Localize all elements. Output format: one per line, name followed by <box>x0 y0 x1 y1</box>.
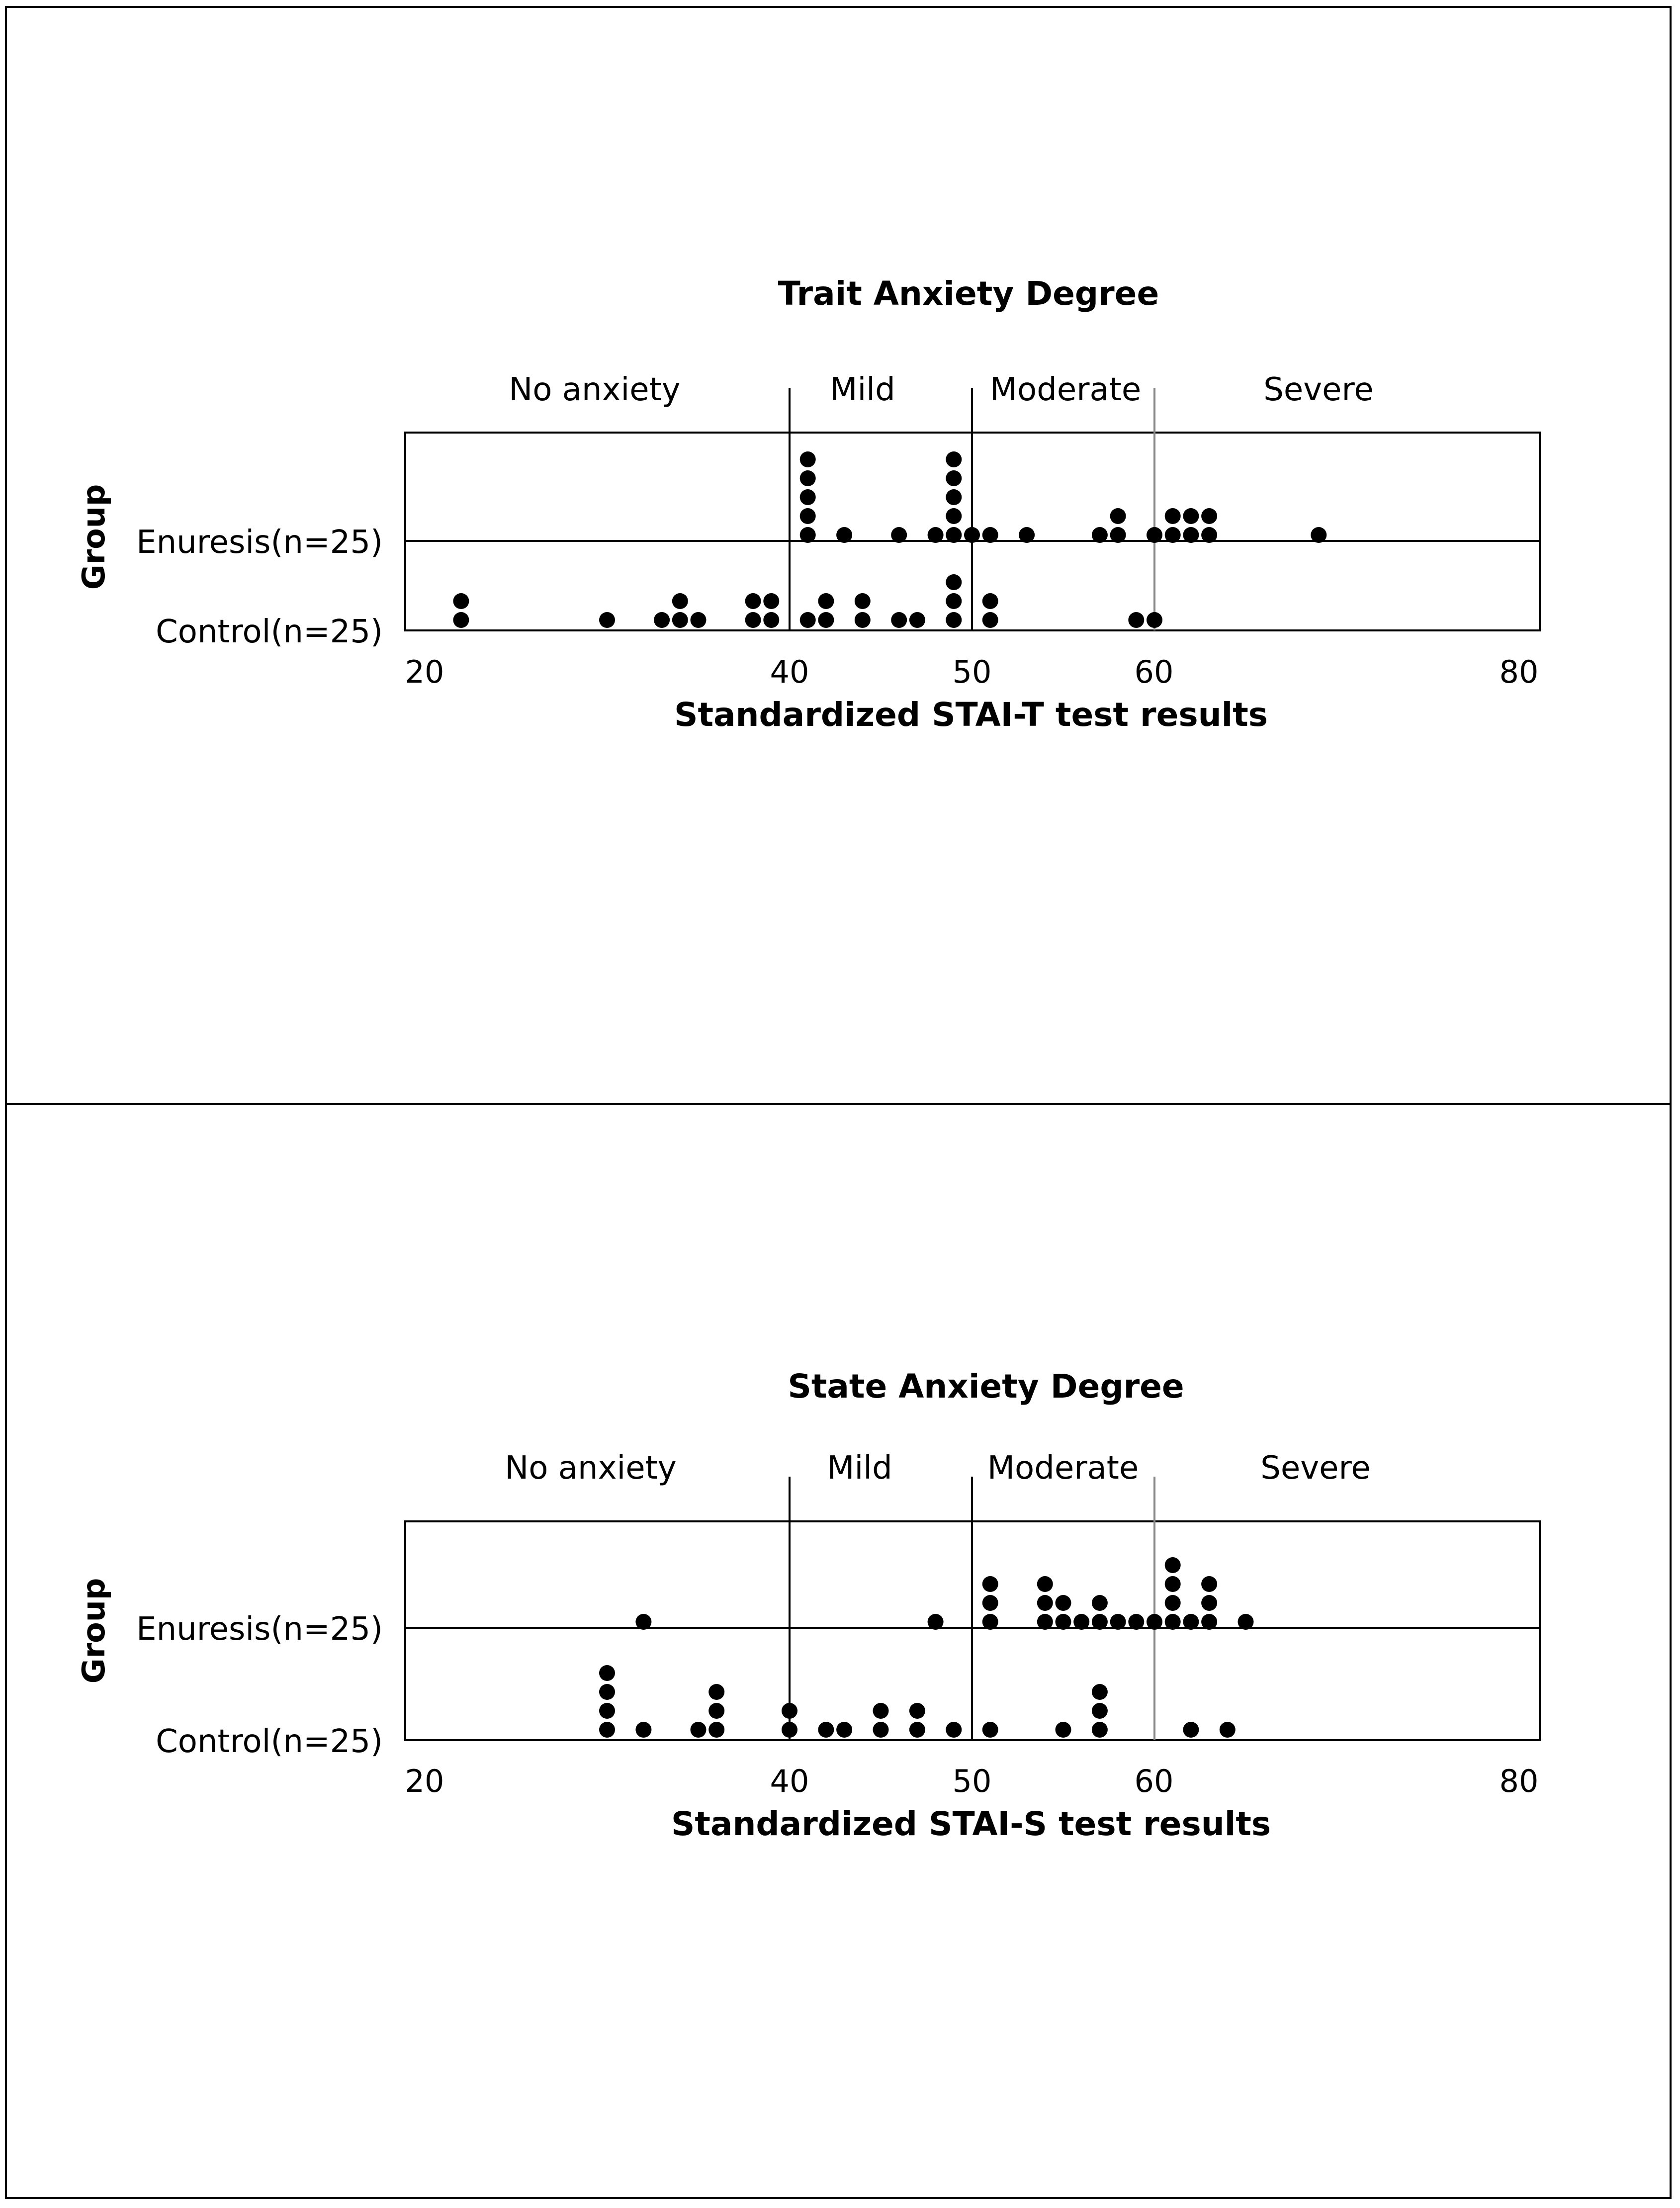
enuresis-data-point <box>982 1576 998 1592</box>
region-label-moderate: Moderate <box>987 1450 1139 1487</box>
control-data-point <box>599 612 615 628</box>
control-data-point <box>453 612 469 628</box>
enuresis-data-point <box>1201 1576 1217 1592</box>
control-data-point <box>818 593 834 609</box>
enuresis-data-point <box>1183 508 1199 524</box>
control-data-point <box>708 1722 724 1738</box>
x-tick-label: 80 <box>1499 654 1539 690</box>
x-tick-label: 50 <box>952 1763 992 1799</box>
enuresis-data-point <box>1183 1614 1199 1630</box>
control-data-point <box>635 1722 651 1738</box>
enuresis-data-point <box>1238 1614 1254 1630</box>
enuresis-data-point <box>982 527 998 543</box>
control-data-point <box>763 593 779 609</box>
enuresis-data-point <box>1201 527 1217 543</box>
enuresis-data-point <box>946 470 962 486</box>
enuresis-data-point <box>1165 1614 1181 1630</box>
control-data-point <box>873 1703 889 1719</box>
enuresis-data-point <box>1092 527 1108 543</box>
region-label-no-anxiety: No anxiety <box>505 1450 677 1487</box>
chart-title: State Anxiety Degree <box>788 1367 1184 1406</box>
control-data-point <box>946 1722 962 1738</box>
enuresis-data-point <box>800 527 816 543</box>
control-data-point <box>1092 1703 1108 1719</box>
control-data-point <box>654 612 670 628</box>
control-data-point <box>873 1722 889 1738</box>
x-tick-label: 60 <box>1134 654 1174 690</box>
x-axis-label: Standardized STAI-S test results <box>671 1805 1271 1843</box>
x-tick-label: 50 <box>952 654 992 690</box>
plot-area <box>405 1477 1540 1740</box>
enuresis-data-point <box>1201 1614 1217 1630</box>
control-data-point <box>836 1722 852 1738</box>
control-data-point <box>1183 1722 1199 1738</box>
control-data-point <box>745 593 761 609</box>
control-data-point <box>708 1703 724 1719</box>
enuresis-data-point <box>1092 1614 1108 1630</box>
enuresis-data-point <box>800 470 816 486</box>
enuresis-data-point <box>1037 1576 1053 1592</box>
enuresis-data-point <box>946 451 962 467</box>
control-data-point <box>745 612 761 628</box>
x-tick-label: 60 <box>1134 1763 1174 1799</box>
category-label-control: Control(n=25) <box>156 1723 383 1760</box>
x-tick-label: 80 <box>1499 1763 1539 1799</box>
enuresis-data-point <box>982 1595 998 1611</box>
enuresis-data-point <box>1110 527 1126 543</box>
region-label-mild: Mild <box>827 1450 892 1487</box>
enuresis-data-point <box>946 489 962 505</box>
enuresis-data-point <box>1201 508 1217 524</box>
enuresis-data-point <box>1128 1614 1144 1630</box>
enuresis-data-point <box>891 527 907 543</box>
enuresis-data-point <box>1165 1576 1181 1592</box>
enuresis-data-point <box>928 527 944 543</box>
state-anxiety-chart <box>0 1094 1680 2188</box>
enuresis-data-point <box>946 508 962 524</box>
control-data-point <box>1220 1722 1236 1738</box>
control-data-point <box>800 612 816 628</box>
control-data-point <box>599 1684 615 1700</box>
control-data-point <box>599 1703 615 1719</box>
enuresis-data-point <box>1110 508 1126 524</box>
enuresis-data-point <box>800 451 816 467</box>
region-label-no-anxiety: No anxiety <box>509 371 681 408</box>
enuresis-data-point <box>1201 1595 1217 1611</box>
enuresis-data-point <box>1037 1595 1053 1611</box>
enuresis-data-point <box>1147 1614 1162 1630</box>
category-label-control: Control(n=25) <box>156 614 383 650</box>
control-data-point <box>891 612 907 628</box>
enuresis-data-point <box>800 508 816 524</box>
control-data-point <box>1128 612 1144 628</box>
y-axis-label: Group <box>76 484 112 590</box>
plot-area <box>405 388 1540 630</box>
region-label-severe: Severe <box>1263 371 1374 408</box>
control-data-point <box>691 612 707 628</box>
control-data-point <box>818 612 834 628</box>
enuresis-data-point <box>1037 1614 1053 1630</box>
enuresis-data-point <box>1056 1595 1071 1611</box>
enuresis-data-point <box>1183 527 1199 543</box>
chart-title: Trait Anxiety Degree <box>778 274 1159 313</box>
x-tick-label: 20 <box>405 1763 444 1799</box>
control-data-point <box>1056 1722 1071 1738</box>
control-data-point <box>708 1684 724 1700</box>
enuresis-data-point <box>800 489 816 505</box>
x-tick-label: 20 <box>405 654 444 690</box>
control-data-point <box>982 593 998 609</box>
control-data-point <box>855 612 871 628</box>
control-data-point <box>855 593 871 609</box>
control-data-point <box>782 1703 797 1719</box>
enuresis-data-point <box>928 1614 944 1630</box>
enuresis-data-point <box>1165 1557 1181 1573</box>
enuresis-data-point <box>1165 508 1181 524</box>
control-data-point <box>453 593 469 609</box>
control-data-point <box>909 1722 925 1738</box>
enuresis-data-point <box>1073 1614 1089 1630</box>
control-data-point <box>672 593 688 609</box>
enuresis-data-point <box>836 527 852 543</box>
enuresis-data-point <box>964 527 980 543</box>
enuresis-data-point <box>982 1614 998 1630</box>
control-data-point <box>982 612 998 628</box>
control-data-point <box>909 1703 925 1719</box>
region-label-moderate: Moderate <box>989 371 1142 408</box>
control-data-point <box>982 1722 998 1738</box>
enuresis-data-point <box>1147 527 1162 543</box>
control-data-point <box>946 612 962 628</box>
control-data-point <box>691 1722 707 1738</box>
control-data-point <box>946 593 962 609</box>
x-tick-label: 40 <box>770 1763 809 1799</box>
enuresis-data-point <box>1165 1595 1181 1611</box>
control-data-point <box>909 612 925 628</box>
region-label-severe: Severe <box>1260 1450 1371 1487</box>
trait-anxiety-chart <box>0 0 1680 1094</box>
enuresis-data-point <box>1311 527 1326 543</box>
category-label-enuresis: Enuresis(n=25) <box>136 524 383 561</box>
enuresis-data-point <box>946 527 962 543</box>
enuresis-data-point <box>1092 1595 1108 1611</box>
region-label-mild: Mild <box>830 371 895 408</box>
control-data-point <box>1147 612 1162 628</box>
control-data-point <box>818 1722 834 1738</box>
category-label-enuresis: Enuresis(n=25) <box>136 1611 383 1648</box>
x-tick-label: 40 <box>770 654 809 690</box>
control-data-point <box>763 612 779 628</box>
control-data-point <box>782 1722 797 1738</box>
control-data-point <box>599 1665 615 1681</box>
x-axis-label: Standardized STAI-T test results <box>674 696 1268 734</box>
control-data-point <box>946 574 962 590</box>
enuresis-data-point <box>1056 1614 1071 1630</box>
control-data-point <box>672 612 688 628</box>
control-data-point <box>1092 1722 1108 1738</box>
enuresis-data-point <box>1019 527 1035 543</box>
control-data-point <box>599 1722 615 1738</box>
control-data-point <box>1092 1684 1108 1700</box>
enuresis-data-point <box>1165 527 1181 543</box>
enuresis-data-point <box>1110 1614 1126 1630</box>
enuresis-data-point <box>635 1614 651 1630</box>
y-axis-label: Group <box>76 1578 112 1684</box>
